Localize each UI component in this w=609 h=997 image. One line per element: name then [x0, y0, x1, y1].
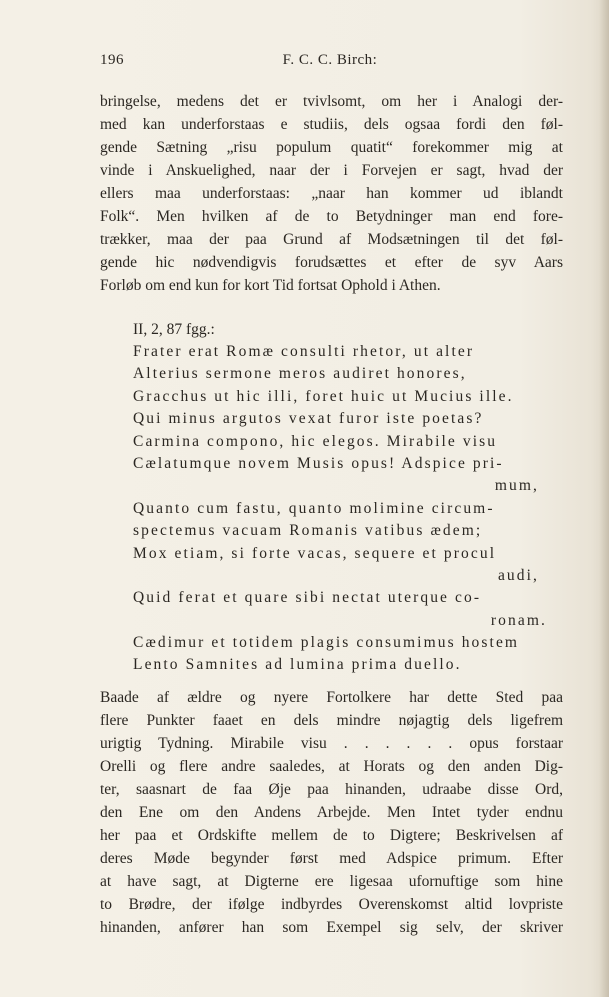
verse-line: Cædimur et totidem plagis consumimus hostem — [133, 634, 520, 652]
text-line: at have sagt, at Digterne ere ligesaa ufornuftige som hine — [100, 873, 563, 890]
text-line: Baade af ældre og nyere Fortolkere har dette Sted paa — [100, 689, 563, 706]
text-line: vinde i Anskuelighed, naar der i Forvejen er sagt, hvad der — [100, 162, 563, 179]
text-line: bringelse, medens det er tvivlsomt, om her i Analogi der- — [100, 93, 563, 110]
text-line: gende Sætning „risu populum quatit“ forekommer mig at — [100, 139, 563, 156]
text-line: to Brødre, der ifølge indbyrdes Overenskomst altid lovpriste — [100, 896, 563, 913]
verse-line: Lento Samnites ad lumina prima duello. — [133, 656, 462, 674]
text-line: hinanden, anfører han som Exempel sig selv, der skriver — [100, 919, 563, 936]
text-line: urigtig Tydning. Mirabile visu . . . . . . opus forstaar — [100, 735, 563, 752]
text-line: Orelli og flere andre saaledes, at Horats og den anden Dig- — [100, 758, 563, 775]
running-head: F. C. C. Birch: — [282, 52, 378, 68]
text-line: den Ene om den Andens Arbejde. Men Intet tyder endnu — [100, 804, 563, 821]
verse-line-continuation: mum, — [494, 477, 539, 495]
verse-line: Frater erat Romæ consulti rhetor, ut alter — [133, 343, 475, 360]
text-line: her paa et Ordskifte mellem de to Digtere; Beskrivelsen af — [100, 827, 563, 844]
latin-verse-quote — [133, 341, 561, 677]
verse-line-continuation: ronam. — [490, 611, 547, 629]
verse-line: Mox etiam, si forte vacas, sequere et procul — [133, 544, 497, 562]
page-header — [100, 52, 560, 76]
text-line: gende hic nødvendigvis forudsættes et efter de syv Aars — [100, 254, 563, 271]
paragraph-2 — [100, 686, 563, 939]
text-line: flere Punkter faaet en dels mindre nøjagtig dels ligefrem — [100, 712, 563, 729]
text-line: med kan underforstaas e studiis, dels ogsaa fordi den føl- — [100, 116, 563, 133]
verse-line: Cælatumque novem Musis opus! Adspice pri- — [133, 454, 504, 472]
paragraph-1 — [100, 90, 563, 297]
verse-line: Quid ferat et quare sibi nectat uterque co- — [133, 589, 482, 607]
text-line: ter, saasnart de faa Øje paa hinanden, udraabe disse Ord, — [100, 781, 563, 798]
page-number: 196 — [100, 52, 124, 68]
text-line: ellers maa underforstaas: „naar han kommer ud iblandt — [100, 185, 563, 202]
text-line: deres Møde begynder først med Adspice primum. Efter — [100, 850, 563, 867]
verse-line: Qui minus argutos vexat furor iste poetas? — [133, 410, 484, 428]
verse-line: Alterius sermone meros audiret honores, — [133, 365, 467, 383]
verse-line: Gracchus ut hic illi, foret huic ut Mucius ille. — [133, 387, 514, 405]
verse-line: Quanto cum fastu, quanto molimine circum- — [133, 499, 495, 517]
verse-line: Carmina compono, hic elegos. Mirabile visu — [133, 432, 498, 450]
text-line: trækker, maa der paa Grund af Modsætningen til det føl- — [100, 231, 563, 248]
page-edge-shadow — [599, 0, 609, 997]
text-line: Forløb om end kun for kort Tid fortsat Ophold i Athen. — [100, 277, 441, 294]
verse-citation: II, 2, 87 fgg.: — [133, 321, 215, 338]
verse-line-continuation: audi, — [497, 566, 539, 584]
text-line: Folk“. Men hvilken af de to Betydninger man end fore- — [100, 208, 563, 225]
verse-line: spectemus vacuam Romanis vatibus ædem; — [133, 522, 483, 540]
